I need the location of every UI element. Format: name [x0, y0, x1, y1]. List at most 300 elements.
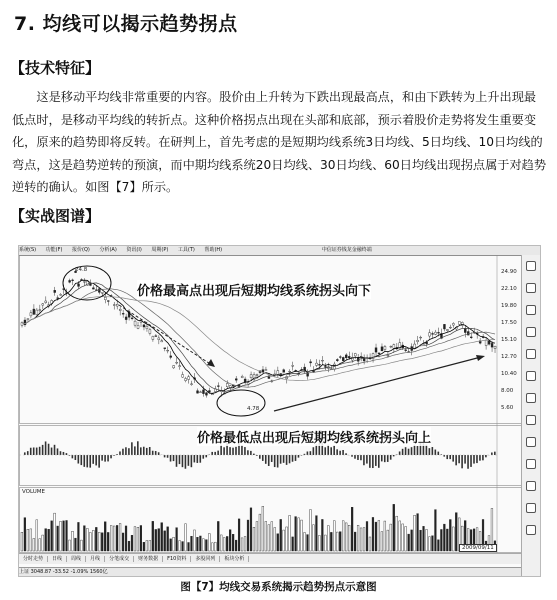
candle-body	[390, 346, 392, 347]
oscillator-bar	[119, 451, 121, 455]
volume-bar	[360, 528, 362, 551]
volume-bar	[432, 536, 434, 551]
volume-bar	[173, 537, 175, 551]
oscillator-bar	[42, 445, 44, 455]
volume-bar	[125, 526, 127, 551]
volume-bar	[372, 517, 374, 551]
oscillator-bar	[244, 447, 246, 455]
oscillator-bar	[83, 455, 85, 467]
oscillator-bar	[89, 455, 91, 468]
oscillator-bar	[92, 455, 94, 464]
candle-body	[289, 371, 291, 372]
oscillator-bar	[345, 453, 347, 455]
candle-body	[161, 341, 163, 342]
volume-bar	[27, 529, 29, 551]
volume-bar	[399, 521, 401, 551]
volume-bar	[274, 528, 276, 551]
candle-body	[310, 362, 312, 363]
oscillator-bar	[387, 455, 389, 462]
oscillator-bar	[286, 455, 288, 465]
volume-bar	[333, 521, 335, 551]
volume-bar	[69, 540, 71, 551]
candle-body	[134, 321, 136, 325]
volume-bar	[313, 525, 315, 551]
oscillator-bar	[485, 455, 487, 457]
section-heading-chart: 【实战图谱】	[10, 207, 101, 225]
oscillator-bar	[479, 455, 481, 461]
oscillator-bar	[324, 447, 326, 455]
oscillator-bar	[205, 455, 207, 457]
volume-bar	[319, 535, 321, 551]
candle-body	[119, 309, 121, 310]
ma-line	[22, 289, 495, 388]
oscillator-bar	[452, 455, 454, 462]
volume-bar	[250, 508, 252, 551]
volume-bar	[143, 542, 145, 551]
candle-body	[319, 364, 321, 365]
oscillator-bar	[188, 455, 190, 466]
oscillator-bar	[202, 455, 204, 459]
oscillator-bar	[372, 455, 374, 468]
oscillator-bar	[292, 455, 294, 462]
axis-label: 24.90	[501, 269, 517, 275]
candle-body	[292, 365, 294, 366]
oscillator-bar	[152, 451, 154, 455]
oscillator-bar	[363, 455, 365, 465]
oscillator-bar	[366, 455, 368, 464]
menu-item: 分析(A)	[99, 247, 117, 253]
volume-bar	[384, 521, 386, 551]
oscillator-bar	[265, 455, 267, 464]
oscillator-bar	[39, 447, 41, 455]
oscillator-bar	[235, 447, 237, 455]
volume-bar	[161, 523, 163, 551]
oscillator-bar	[268, 455, 270, 466]
oscillator-bar	[66, 453, 68, 455]
candle-body	[283, 370, 285, 373]
volume-bar	[101, 533, 103, 551]
volume-bar	[345, 523, 347, 551]
volume-bar	[57, 526, 59, 551]
volume-bar	[223, 538, 225, 551]
volume-label: VOLUME	[22, 489, 46, 495]
figure-toolbar	[521, 255, 540, 576]
oscillator-bar	[402, 449, 404, 455]
volume-bar	[247, 520, 249, 551]
candle-body	[443, 324, 445, 329]
candle-body	[211, 394, 213, 395]
oscillator-bar	[78, 455, 80, 464]
volume-bar	[396, 516, 398, 551]
volume-bar	[232, 534, 234, 551]
volume-bar	[241, 538, 243, 551]
oscillator-bar	[194, 455, 196, 462]
candle-body	[197, 391, 199, 393]
volume-bar	[414, 515, 416, 551]
volume-bar	[411, 530, 413, 551]
volume-bar	[185, 524, 187, 551]
candle-body	[185, 378, 187, 380]
candle-body	[452, 323, 454, 325]
volume-bar	[256, 522, 258, 551]
oscillator-bar	[211, 452, 213, 455]
candle-body	[250, 375, 252, 378]
oscillator-bar	[381, 455, 383, 461]
oscillator-bar	[390, 455, 392, 460]
candle-body	[149, 330, 151, 334]
volume-bar	[455, 513, 457, 551]
volume-bar	[182, 542, 184, 551]
oscillator-bar	[327, 445, 329, 455]
chapter-title-text: 均线可以揭示趋势拐点	[42, 13, 238, 35]
oscillator-bar	[60, 451, 62, 455]
candle-body	[107, 301, 109, 302]
volume-bar	[188, 542, 190, 551]
candle-body	[176, 362, 178, 363]
chapter-title	[14, 9, 238, 36]
volume-bar	[131, 535, 133, 551]
volume-bar	[119, 523, 121, 551]
oscillator-bar	[95, 455, 97, 465]
volume-bar	[72, 531, 74, 551]
candle-body	[36, 310, 38, 315]
candle-body	[78, 284, 80, 286]
oscillator-bar	[259, 455, 261, 459]
oscillator-bar	[429, 448, 431, 455]
volume-bar	[220, 535, 222, 551]
figure-statusbar: 上证 3048.87 -33.52 -1.09% 1560亿	[19, 567, 522, 576]
volume-bar	[408, 534, 410, 551]
candle-body	[113, 305, 115, 306]
oscillator-bar	[408, 449, 410, 455]
candle-body	[470, 337, 472, 338]
oscillator-bar	[48, 444, 50, 455]
candle-body	[342, 357, 344, 360]
volume-bar	[354, 532, 356, 551]
menu-item: 资讯(I)	[126, 247, 142, 253]
candle-body	[381, 347, 383, 351]
low-point-circle	[217, 390, 265, 416]
volume-bar	[152, 521, 154, 551]
candle-body	[458, 321, 460, 324]
volume-bar	[438, 540, 440, 551]
oscillator-bar	[414, 445, 416, 455]
volume-bar	[304, 533, 306, 551]
volume-bar	[33, 538, 35, 551]
oscillator-bar	[191, 455, 193, 467]
oscillator-bar	[476, 455, 478, 463]
volume-bar	[259, 514, 261, 551]
volume-bar	[92, 530, 94, 551]
tab: 分笔成交	[105, 556, 134, 562]
oscillator-bar	[411, 447, 413, 455]
oscillator-bar	[378, 455, 380, 468]
candle-body	[33, 309, 35, 314]
candle-body	[241, 376, 243, 377]
candle-body	[494, 346, 496, 348]
candle-body	[467, 332, 469, 336]
volume-bar	[366, 521, 368, 551]
candle-body	[208, 391, 210, 393]
figure-caption: 图【7】均线交易系统揭示趋势拐点示意图	[180, 581, 377, 593]
section-heading-technical: 【技术特征】	[10, 59, 101, 77]
oscillator-bar	[464, 455, 466, 464]
volume-bar	[417, 514, 419, 551]
candle-body	[125, 317, 127, 320]
oscillator-bar	[220, 445, 222, 455]
volume-bar	[262, 506, 264, 551]
candle-body	[173, 366, 175, 368]
oscillator-bar	[399, 451, 401, 455]
oscillator-bar	[185, 455, 187, 469]
candle-body	[217, 386, 219, 387]
candle-body	[137, 325, 139, 328]
candle-body	[146, 326, 148, 329]
candle-body	[464, 328, 466, 332]
oscillator-bar	[104, 455, 106, 462]
volume-bar	[179, 541, 181, 551]
volume-bar	[48, 529, 50, 551]
candle-body	[131, 318, 133, 319]
candle-body	[143, 325, 145, 327]
tab: 多股同列	[191, 556, 220, 562]
oscillator-bar	[146, 448, 148, 455]
annotation-bottom: 价格最低点出现后短期均线系统拐头向上	[197, 427, 431, 446]
volume-bar	[440, 529, 442, 551]
volume-bar	[342, 521, 344, 551]
axis-label: 12.70	[501, 354, 517, 360]
uptrend-arrow	[274, 357, 481, 411]
oscillator-bar	[369, 455, 371, 468]
oscillator-bar	[455, 455, 457, 465]
volume-bar	[95, 527, 97, 551]
volume-bar	[170, 539, 172, 551]
volume-bar	[191, 536, 193, 551]
axis-label: 15.10	[501, 337, 517, 343]
volume-bar	[357, 525, 359, 551]
candle-body	[268, 377, 270, 379]
volume-bar	[164, 531, 166, 551]
candle-body	[69, 280, 71, 282]
candle-body	[104, 297, 106, 299]
volume-bar	[423, 526, 425, 551]
volume-bar	[217, 521, 219, 551]
oscillator-bar	[167, 455, 169, 458]
candle-body	[229, 386, 231, 388]
oscillator-bar	[137, 441, 139, 455]
candle-body	[378, 353, 380, 354]
oscillator-bar	[313, 447, 315, 455]
oscillator-bar	[461, 455, 463, 468]
oscillator-bar	[432, 447, 434, 455]
menu-item: 周期(P)	[151, 247, 169, 253]
oscillator-bar	[494, 452, 496, 455]
oscillator-bar	[36, 448, 38, 455]
oscillator-bar	[173, 455, 175, 461]
volume-bar	[348, 525, 350, 551]
oscillator-bar	[426, 445, 428, 455]
oscillator-bar	[57, 448, 59, 455]
oscillator-bar	[107, 455, 109, 461]
candle-body	[188, 377, 190, 380]
oscillator-bar	[458, 455, 460, 463]
volume-bar	[194, 530, 196, 551]
volume-bar	[387, 530, 389, 551]
volume-bar	[363, 528, 365, 551]
tab: 日线	[48, 556, 67, 562]
volume-bar	[45, 529, 47, 551]
menu-item: 系统(S)	[19, 247, 37, 253]
body-paragraph	[12, 86, 548, 199]
oscillator-bar	[295, 455, 297, 461]
downtrend-arrow	[119, 305, 215, 367]
oscillator-bar	[241, 445, 243, 455]
candle-body	[375, 348, 377, 352]
paragraph-text: 这是移动平均线非常重要的内容。股价由上升转为下跌出现最高点，和由下跌转为上升出现最低点时，是移动平均线的转折点。这种价格拐点出现在头部和底部，预示着股价走势将发生重要变化，原来的趋势即将反转。在研判上，首先考虑的是短期均线系统3日均线、5日均线、10日均线的弯点，这是趋势逆转的预演，而中期均线系统20日均线、30日均线、60日均线出现拐点属于对趋势逆转的确认。如图【7】所示。	[12, 90, 547, 194]
tab: F10资料	[163, 556, 191, 562]
oscillator-bar	[491, 453, 493, 455]
candle-body	[432, 333, 434, 334]
oscillator-bar	[229, 447, 231, 455]
candle-body	[98, 289, 100, 293]
volume-bar	[211, 543, 213, 551]
volume-bar	[429, 537, 431, 551]
volume-bar	[146, 540, 148, 551]
candle-body	[488, 341, 490, 344]
oscillator-bar	[72, 455, 74, 458]
volume-bar	[128, 541, 130, 551]
oscillator-bar	[110, 455, 112, 458]
candle-body	[57, 298, 59, 299]
candle-body	[202, 390, 204, 394]
candle-body	[42, 304, 44, 305]
volume-bar	[83, 526, 85, 551]
volume-bar	[167, 527, 169, 551]
candle-body	[89, 284, 91, 286]
oscillator-bar	[277, 455, 279, 468]
menu-item: 帮助(H)	[204, 247, 223, 253]
candle-body	[54, 290, 56, 292]
candle-body	[324, 366, 326, 367]
volume-bar	[229, 530, 231, 551]
oscillator-bar	[351, 455, 353, 457]
candle-body	[417, 340, 419, 341]
volume-bar	[307, 535, 309, 551]
volume-bar	[54, 513, 56, 551]
candle-body	[393, 345, 395, 349]
low-price-label: 4.78	[247, 406, 260, 412]
candle-body	[83, 281, 85, 282]
candle-body	[316, 363, 318, 365]
oscillator-bar	[45, 441, 47, 455]
oscillator-bar	[214, 452, 216, 455]
volume-bar	[75, 538, 77, 551]
oscillator-bar	[158, 452, 160, 455]
volume-bar	[60, 521, 62, 551]
volume-bar	[176, 528, 178, 551]
volume-bar	[327, 526, 329, 551]
volume-bar	[116, 525, 118, 551]
volume-bar	[36, 520, 38, 551]
candle-body	[205, 393, 207, 395]
volume-bar	[202, 539, 204, 551]
stock-chart-figure	[18, 245, 541, 577]
oscillator-bar	[149, 447, 151, 455]
oscillator-bar	[446, 455, 448, 459]
volume-bar	[271, 522, 273, 551]
candle-body	[345, 355, 347, 358]
volume-bar	[405, 527, 407, 551]
candle-body	[60, 294, 62, 295]
volume-bar	[137, 527, 139, 551]
volume-bar	[42, 535, 44, 551]
volume-bar	[208, 533, 210, 551]
oscillator-bar	[51, 448, 53, 455]
oscillator-bar	[63, 452, 65, 455]
volume-bar	[280, 519, 282, 551]
volume-bar	[339, 532, 341, 551]
oscillator-bar	[128, 448, 130, 455]
ma-line	[22, 297, 495, 381]
oscillator-bar	[298, 455, 300, 458]
oscillator-bar	[417, 446, 419, 455]
volume-bar	[24, 518, 26, 551]
chapter-number: 7.	[14, 13, 36, 35]
oscillator-bar	[262, 455, 264, 461]
volume-bar	[298, 518, 300, 551]
candle-body	[27, 319, 29, 320]
menu-item: 功能(F)	[45, 247, 63, 253]
oscillator-bar	[86, 455, 88, 467]
oscillator-bar	[330, 447, 332, 455]
volume-bar	[235, 540, 237, 551]
oscillator-bar	[274, 455, 276, 467]
candle-body	[256, 375, 258, 376]
volume-bar	[390, 524, 392, 551]
axis-label: 8.00	[501, 388, 514, 394]
volume-bar	[330, 532, 332, 551]
oscillator-bar	[339, 451, 341, 455]
volume-bar	[310, 510, 312, 551]
oscillator-bar	[179, 455, 181, 464]
volume-bar	[446, 529, 448, 551]
oscillator-bar	[247, 450, 249, 455]
figure-tabs	[19, 553, 522, 564]
volume-bar	[104, 522, 106, 551]
oscillator-bar	[54, 445, 56, 455]
candle-body	[336, 359, 338, 360]
volume-bar	[78, 522, 80, 551]
volume-bar	[238, 519, 240, 551]
volume-bar	[155, 529, 157, 551]
volume-bar	[286, 527, 288, 551]
candle-body	[116, 304, 118, 306]
volume-bars	[21, 504, 496, 551]
volume-bar	[375, 522, 377, 551]
candle-body	[72, 280, 74, 281]
candle-body	[45, 301, 47, 303]
oscillator-bar	[217, 451, 219, 455]
oscillator-bar	[467, 455, 469, 469]
oscillator-bar	[342, 450, 344, 455]
candle-body	[449, 327, 451, 328]
oscillator-bar	[357, 455, 359, 460]
candle-body	[265, 370, 267, 371]
oscillator-bar	[384, 455, 386, 462]
candle-body	[420, 337, 422, 338]
oscillator-bar	[336, 449, 338, 455]
candle-body	[191, 384, 193, 385]
